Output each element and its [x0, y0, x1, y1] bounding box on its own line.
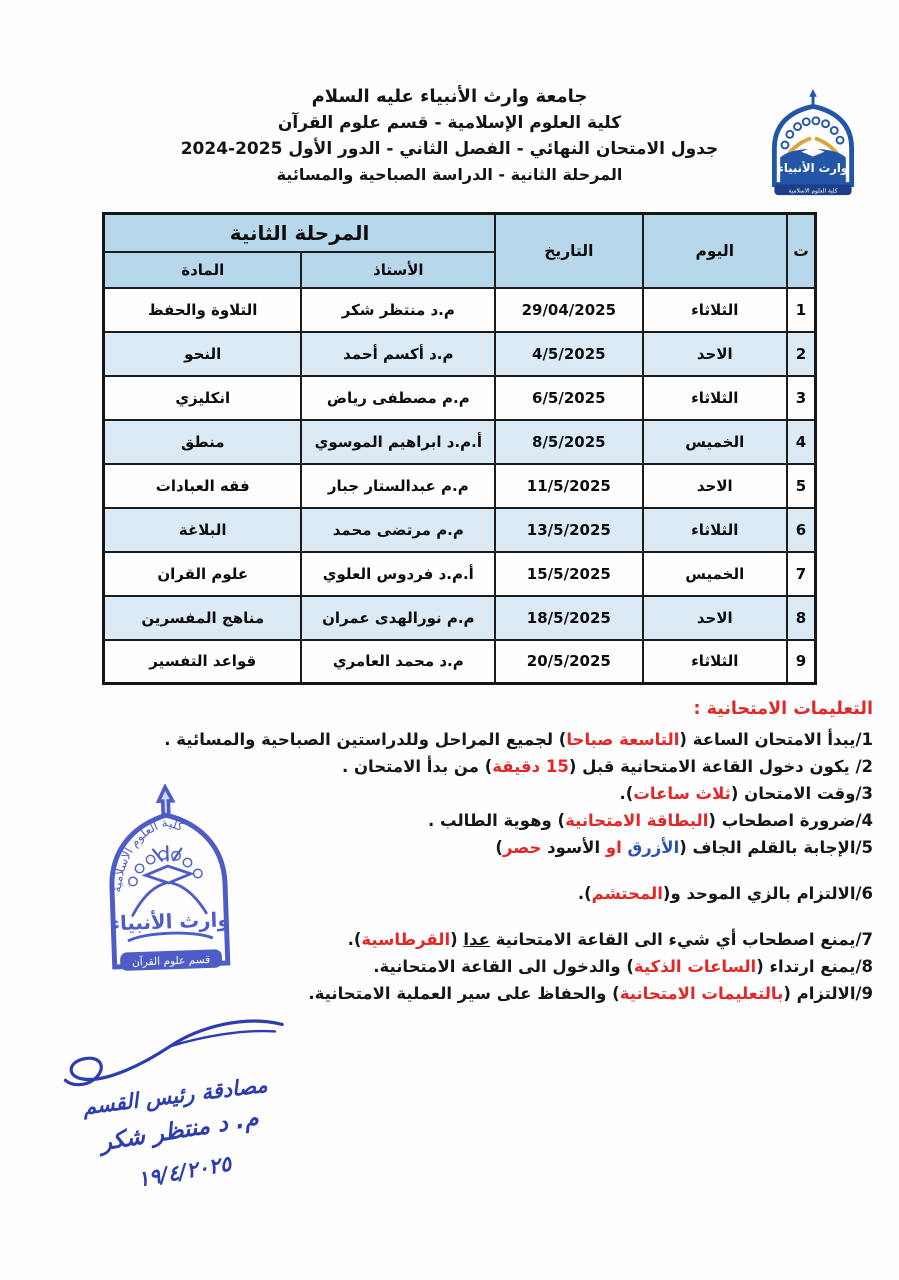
cell-num: 4 — [787, 420, 815, 464]
instruction-text-segment: 3/وقت الامتحان ( — [730, 784, 873, 803]
instruction-text-segment: 5/الإجابة بالقلم الجاف ( — [679, 838, 873, 857]
emblem-banner-text: كلية العلوم الاسلامية — [788, 188, 838, 195]
cell-subject: منطق — [104, 420, 302, 464]
cell-subject: علوم القران — [104, 552, 302, 596]
cell-day: الثلاثاء — [643, 288, 788, 332]
cell-date: 6/5/2025 — [495, 376, 642, 420]
university-emblem-logo — [745, 88, 881, 200]
instruction-text-segment: القرطاسية — [361, 930, 451, 949]
instructions-title: التعليمات الامتحانية : — [693, 699, 873, 719]
cell-day: الخميس — [643, 420, 788, 464]
instruction-text-segment: 7/يمنع اصطحاب أي شيء الى القاعة الامتحانية — [489, 930, 873, 949]
instruction-text-segment: 4/ضرورة اصطحاب ( — [708, 811, 873, 830]
cell-subject: فقه العبادات — [104, 464, 302, 508]
cell-date: 8/5/2025 — [495, 420, 642, 464]
cell-subject: مناهج المفسرين — [104, 596, 302, 640]
university-name: جامعة وارث الأنبياء عليه السلام — [311, 86, 588, 107]
table-row — [104, 288, 816, 332]
instruction-text-segment: بالتعليمات الامتحانية — [619, 984, 784, 1003]
col-header-date: التاريخ — [495, 214, 642, 288]
cell-num: 9 — [787, 640, 815, 684]
instruction-text-segment: ). — [577, 884, 592, 903]
cell-date: 20/5/2025 — [495, 640, 642, 684]
col-header-subject: المادة — [104, 252, 302, 288]
instruction-text-segment: الساعات الذكية — [633, 957, 757, 976]
instruction-text-segment: ) من بدأ الامتحان . — [341, 757, 493, 776]
cell-date: 11/5/2025 — [495, 464, 642, 508]
cell-subject: التلاوة والحفظ — [104, 288, 302, 332]
instruction-text-segment: البطاقة الامتحانية — [565, 811, 709, 830]
cell-subject: النحو — [104, 332, 302, 376]
instruction-text-segment: او — [605, 838, 622, 857]
cell-date: 15/5/2025 — [495, 552, 642, 596]
exam-schedule-table — [102, 212, 817, 685]
table-row — [104, 640, 816, 684]
cell-num: 1 — [787, 288, 815, 332]
cell-date: 18/5/2025 — [495, 596, 642, 640]
cell-day: الثلاثاء — [643, 508, 788, 552]
cell-num: 6 — [787, 508, 815, 552]
cell-num: 5 — [787, 464, 815, 508]
cell-day: الاحد — [643, 464, 788, 508]
instruction-text-segment: الأسود — [541, 838, 606, 857]
signature-name: م. د منتظر شكر — [98, 1105, 261, 1157]
signature-certify-text: مصادقة رئيس القسم — [81, 1072, 269, 1120]
instruction-text-segment: ) — [495, 838, 503, 857]
table-row — [104, 332, 816, 376]
instruction-text-segment: ) وهوية الطالب . — [428, 811, 566, 830]
cell-date: 29/04/2025 — [495, 288, 642, 332]
cell-subject: قواعد التفسير — [104, 640, 302, 684]
col-header-teacher: الأستاذ — [301, 252, 495, 288]
table-row — [104, 420, 816, 464]
cell-day: الثلاثاء — [643, 640, 788, 684]
instruction-text-segment: 8/يمنع ارتداء ( — [756, 957, 873, 976]
col-header-day: اليوم — [643, 214, 788, 288]
cell-teacher: م.م نورالهدى عمران — [301, 596, 495, 640]
instruction-text-segment: الأزرق — [627, 838, 680, 857]
instruction-text-segment: 15 دقيقة — [492, 757, 569, 776]
cell-teacher: م.م عبدالستار جبار — [301, 464, 495, 508]
table-row — [104, 508, 816, 552]
instruction-text-segment: 9/الالتزام ( — [783, 984, 873, 1003]
cell-subject: انكليزي — [104, 376, 302, 420]
instruction-text-segment: ) لجميع المراحل وللدراستين الصباحية والمسائية . — [164, 730, 567, 749]
instruction-text-segment: المحتشم — [591, 884, 663, 903]
emblem-center-text: وارث الأنبياء — [777, 161, 849, 175]
instruction-text-segment: التاسعة صباحا — [566, 730, 680, 749]
cell-day: الاحد — [643, 332, 788, 376]
signature-block — [27, 1006, 325, 1201]
cell-num: 8 — [787, 596, 815, 640]
cell-teacher: أ.م.د ابراهيم الموسوي — [301, 420, 495, 464]
instruction-text-segment: ) والدخول الى القاعة الامتحانية. — [373, 957, 634, 976]
instruction-text-segment: ) والحفاظ على سير العملية الامتحانية. — [308, 984, 620, 1003]
table-row — [104, 376, 816, 420]
cell-day: الخميس — [643, 552, 788, 596]
stage-header-cell: المرحلة الثانية — [104, 214, 496, 252]
department-stamp-seal — [66, 781, 272, 1020]
col-header-num: ت — [787, 214, 815, 288]
college-department-line: كلية العلوم الإسلامية - قسم علوم القرآن — [277, 113, 622, 133]
cell-teacher: م.د محمد العامري — [301, 640, 495, 684]
schedule-title: جدول الامتحان النهائي - الفصل الثاني - الدور الأول 2025-2024 — [180, 139, 719, 159]
stamp-center-text: وارث الأنبياء — [109, 908, 231, 936]
cell-num: 7 — [787, 552, 815, 596]
instruction-text-segment: 1/يبدأ الامتحان الساعة ( — [679, 730, 873, 749]
cell-num: 3 — [787, 376, 815, 420]
cell-teacher: م.م مرتضى محمد — [301, 508, 495, 552]
instruction-text-segment: ثلاث ساعات — [633, 784, 731, 803]
cell-teacher: م.د منتظر شكر — [301, 288, 495, 332]
cell-num: 2 — [787, 332, 815, 376]
university-emblem-icon — [745, 88, 881, 200]
cell-subject: البلاغة — [104, 508, 302, 552]
instruction-text-segment: عدا — [463, 930, 490, 949]
cell-teacher: م.د أكسم أحمد — [301, 332, 495, 376]
stamp-banner-text: قسم علوم القرآن — [131, 953, 211, 969]
instruction-text-segment: حصر — [502, 838, 542, 857]
instruction-text-segment: 6/الالتزام بالزي الموحد و( — [662, 884, 873, 903]
instruction-text-segment: 2/ يكون دخول القاعة الامتحانية قبل ( — [568, 757, 873, 776]
table-row — [104, 552, 816, 596]
stage-study-line: المرحلة الثانية - الدراسة الصباحية والمسائية — [276, 165, 623, 184]
instruction-text-segment: ). — [619, 784, 634, 803]
cell-date: 13/5/2025 — [495, 508, 642, 552]
cell-day: الثلاثاء — [643, 376, 788, 420]
stamp-emblem-icon — [66, 781, 271, 1003]
stamp-top-text: كلية العلوم الاسلامية — [109, 815, 186, 894]
table-row — [104, 596, 816, 640]
instruction-item — [28, 726, 873, 753]
signature-date: ١٩/٤/٢٠٢٥ — [135, 1151, 233, 1192]
cell-teacher: م.م مصطفى رياض — [301, 376, 495, 420]
cell-teacher: أ.م.د فردوس العلوي — [301, 552, 495, 596]
instruction-item — [28, 753, 873, 780]
cell-day: الاحد — [643, 596, 788, 640]
table-row — [104, 464, 816, 508]
instruction-text-segment: ( — [450, 930, 464, 949]
instruction-text-segment: ). — [347, 930, 362, 949]
cell-date: 4/5/2025 — [495, 332, 642, 376]
